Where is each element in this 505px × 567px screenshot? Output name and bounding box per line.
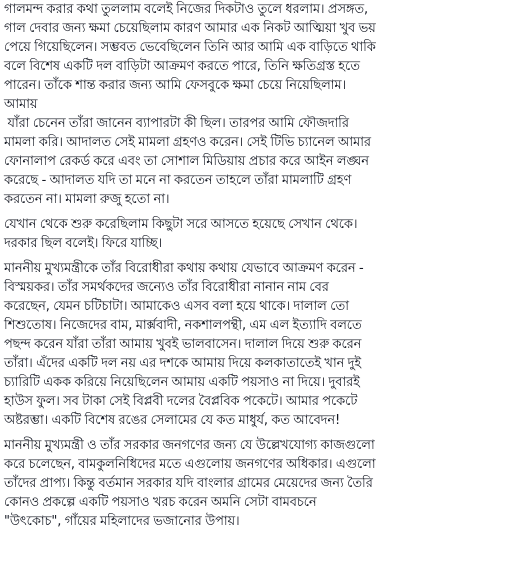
text-line: ফোনালাপ রেকর্ড করে এবং তা সোশাল মিডিয়ায় প্রচার করে আইন লঙ্ঘন [4,154,369,169]
paragraph-2 [4,215,501,253]
text-line: কোনও প্রকল্পে একটি পয়সাও খরচ করেন অমনি সেটা বামবচনে [4,495,317,510]
text-line: মাননীয় মুখ্যমন্ত্রীকে তাঁর বিরোধীরা কথায় কথায় যেভাবে আক্রমণ করেন - [4,261,364,276]
text-line: পেয়ে গিয়েছিলেন। সম্ভবত ভেবেছিলেন তিনি আর আমি এক বাড়িতে থাকি [4,40,376,55]
paragraph-4 [4,436,501,531]
text-line: হাউস ফুল। সব টাকা সেই বিপ্লবী দলের বৈপ্লবিক পকেটে। আমার পকেটে [4,394,358,409]
text-line: যাঁরা চেনেন তাঁরা জানেন ব্যাপারটা কী ছিল। তারপর আমি ফৌজদারি [4,116,349,131]
text-line: গাল দেবার জন্য ক্ষমা চেয়েছিলাম কারণ আমার এক নিকট আত্মিয়া খুব ভয় [4,21,376,36]
text-line: অষ্টরম্ভা। একটি বিশেষ রঙের সেলামের যে কত মাধুর্য, কত আবেদন! [4,413,341,428]
text-line: করেছেন, যেমন চটিচাটা। আমাকেও এসব বলা হয়ে থাকে। দালাল তো [4,299,349,314]
text-line: মাননীয় মুখ্যমন্ত্রী ও তাঁর সরকার জনগণের জন্য যে উল্লেখযোগ্য কাজগুলো [4,438,375,453]
text-line: তাঁদের প্রাপ্য। কিন্তু বর্তমান সরকার যদি বাংলার গ্রামের মেয়েদের জন্য তৈরি [4,476,373,491]
post-body [4,0,501,537]
paragraph-1 [4,0,501,209]
text-line: করেছে - আদালত যদি তা মনে না করতেন তাহলে তাঁরা মামলাটি গ্রহণ [4,173,352,188]
text-line: করে চলেছেন, বামকুলনিধিদের মতে এগুলোয় জনগণের অধিকার। এগুলো [4,457,376,472]
text-line: যেখান থেকে শুরু করেছিলাম কিছুটা সরে আসতে হয়েছে সেখান থেকে। [4,217,358,232]
text-line: বিস্ময়কর। তাঁর সমর্থকদের জন্যেও তাঁর বিরোধীরা নানান নাম বের [4,280,329,295]
text-line: বলে বিশেষ একটি দল বাড়িটা আক্রমণ করতে পারে, তিনি ক্ষতিগ্রস্ত হতে [4,59,360,74]
text-line: তাঁরা। এঁদের একটি দল নয় এর দশকে আমায় দিয়ে কলকাতাতেই খান দুই [4,356,361,371]
text-line: করতেন না। মামলা রুজু হতো না। [4,192,170,207]
text-line: মামলা করি। আদালত সেই মামলা গ্রহণও করেন। সেই টিভি চ্যানেল আমার [4,135,371,150]
text-line: পছন্দ করেন যাঁরা তাঁরা আমায় খুবই ভালবাসেন। দালাল দিয়ে শুরু করেন [4,337,362,352]
text-line: দরকার ছিল বলেই। ফিরে যাচ্ছি। [4,236,163,251]
text-line: আমায় [4,97,38,112]
text-line: চ্যারিটি একক করিয়ে নিয়েছিলেন আমায় একটি পয়সাও না দিয়ে। দুবারই [4,375,360,390]
text-line: "উৎকোচ", গাঁয়ের মহিলাদের ভজানোর উপায়। [4,514,240,529]
text-line: শিশুতোষ। নিজেদের বাম, মার্ক্সবাদী, নকশালপন্থী, এম এল ইত্যাদি বলতে [4,318,362,333]
text-line: গালমন্দ করার কথা তুললাম বলেই নিজের দিকটাও তুলে ধরলাম। প্রসঙ্গত, [4,2,368,17]
paragraph-3 [4,259,501,430]
text-line: পারেন। তাঁকে শান্ত করার জন্য আমি ফেসবুকে ক্ষমা চেয়ে নিয়েছিলাম। [4,78,346,93]
